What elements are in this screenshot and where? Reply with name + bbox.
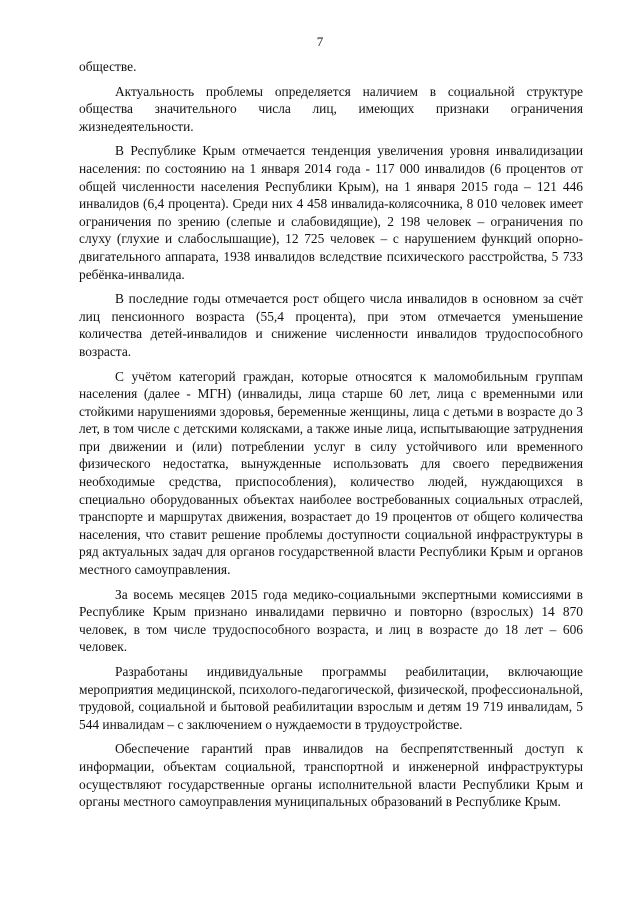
- paragraph-rehabilitation-programs: Разработаны индивидуальные программы реабилитации, включающие мероприятия медицинской, психолого-педагогической, физической, профессиональной, трудовой, социальной и бытовой реабилитации взрослым и детям 19 719 инвалидам, 5 544 инвалидам – с заключением о нуждаемости в трудоустройстве.: [79, 664, 583, 732]
- paragraph-low-mobility-groups: С учётом категорий граждан, которые относятся к маломобильным группам населения (далее - МГН) (инвалиды, лица старше 60 лет, лица с временными или стойкими нарушениями здоровья, беременные женщины, лица с детьми в возрасте до 3 лет, в том числе с детскими колясками, а также иные лица, испытывающие затруднения при движении и (или) потреблении услуг в силу устойчивого или временного физического недостатка, вынужденные использовать для своего передвижения необходимые средства, приспособления), количество людей, нуждающихся в специально оборудованных объектах наиболее востребованных социальных отраслей, транспорте и маршрутах движения, возрастает до 19 процентов от общего количества населения, что ставит решение проблемы доступности социальной инфраструктуры в ряд актуальных задач для органов государственной власти Республики Крым и органов местного самоуправления.: [79, 368, 583, 578]
- page-number: 7: [316, 34, 324, 49]
- paragraph-growth-trend: В последние годы отмечается рост общего числа инвалидов в основном за счёт лиц пенсионного возраста (55,4 процента), при этом отмечается уменьшение количества детей-инвалидов и снижение численности инвалидов трудоспособного возраста.: [79, 291, 583, 359]
- paragraph-access-guarantees: Обеспечение гарантий прав инвалидов на беспрепятственный доступ к информации, объектам социальной, транспортной и инженерной инфраструктуры осуществляют государственные органы исполнительной власти Республики Крым и органы местного самоуправления муниципальных образований в Республике Крым.: [79, 741, 583, 810]
- paragraph-continuation: обществе.: [79, 59, 137, 74]
- paragraph-relevance: Актуальность проблемы определяется наличием в социальной структуре общества значительного числа лиц, имеющих признаки ограничения жизнедеятельности.: [79, 83, 583, 134]
- paragraph-expert-commissions: За восемь месяцев 2015 года медико-социальными экспертными комиссиями в Республике Крым признано инвалидами первично и повторно (взрослых) 14 870 человек, в том числе трудоспособного возраста, и лиц в возрасте до 18 лет – 606 человек.: [79, 586, 583, 655]
- document-body: [79, 58, 583, 818]
- paragraph-disability-statistics: В Республике Крым отмечается тенденция увеличения уровня инвалидизации населения: по состоянию на 1 января 2014 года - 117 000 инвалидов (6 процентов от общей численности населения Республики Крым), на 1 января 2015 года – 121 446 инвалидов (6,4 процента). Среди них 4 458 инвалида-колясочника, 8 010 человек имеет ограничения по зрению (слепые и слабовидящие), 2 198 человек – ограничения по слуху (глухие и слабослышащие), 12 725 человек – с нарушением функций опорно-двигательного аппарата, 1938 инвалидов вследствие психического расстройства, 5 733 ребёнка-инвалида.: [79, 143, 583, 282]
